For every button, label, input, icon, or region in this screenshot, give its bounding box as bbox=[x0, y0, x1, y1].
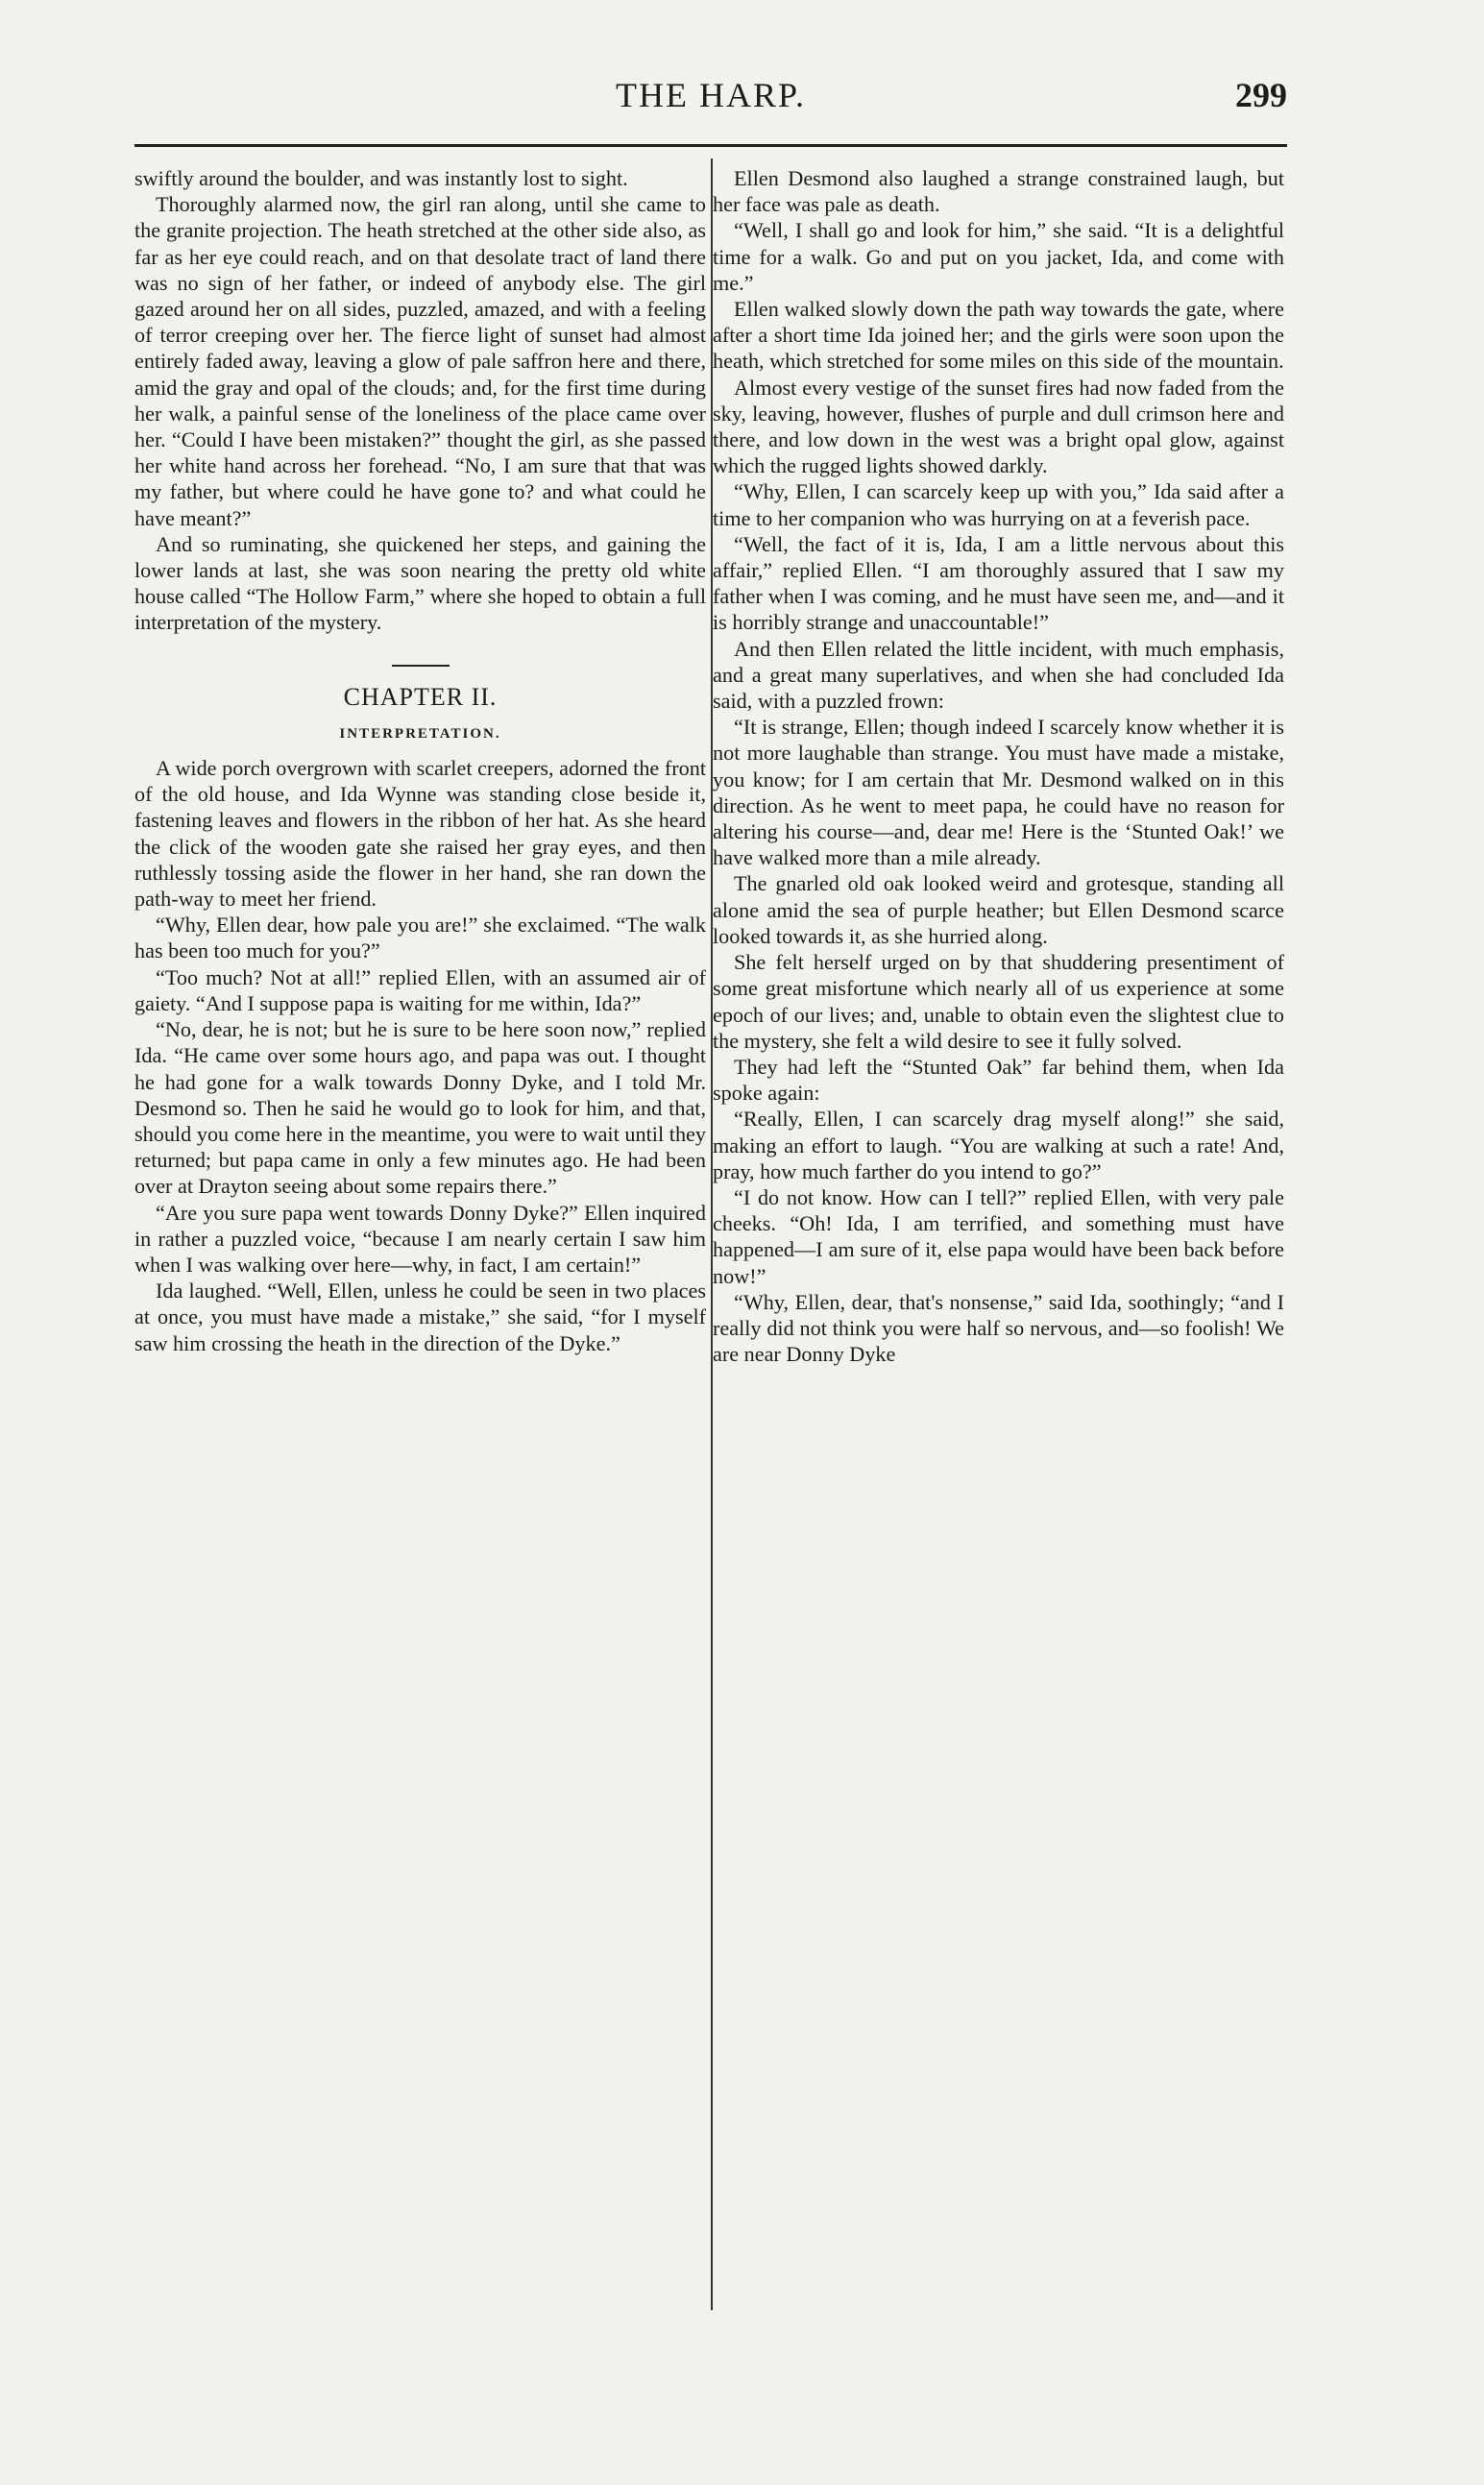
paragraph: swiftly around the boulder, and was instantly lost to sight. bbox=[134, 166, 628, 190]
paragraph: And then Ellen related the little incident, with much emphasis, and a great many superlatives, and when she had concluded Ida said, with a puzzled frown: bbox=[713, 636, 1284, 714]
paragraph: “No, dear, he is not; but he is sure to be here soon now,” replied Ida. “He came over some hours ago, and papa was out. I thought he had gone for a walk towards Donny Dyke, and I told Mr. Desmond so. Then he said he would go to look for him, and that, should you come here in the meantime, you were to wait until they returned; but papa came in only a few minutes ago. He had been over at Drayton seeing about some repairs there.” bbox=[134, 1017, 706, 1199]
paragraph: “Too much? Not at all!” replied Ellen, with an assumed air of gaiety. “And I suppose papa is waiting for me within, Ida?” bbox=[134, 964, 706, 1015]
paragraph: Almost every vestige of the sunset fires had now faded from the sky, leaving, however, flushes of purple and dull crimson here and there, and low down in the west was a bright opal glow, against which the rugged lights showed darkly. bbox=[713, 375, 1284, 478]
paragraph: “Well, I shall go and look for him,” she said. “It is a delightful time for a walk. Go and put on you jacket, Ida, and come with me.” bbox=[713, 218, 1284, 295]
paragraph: “Why, Ellen, dear, that's nonsense,” said Ida, soothingly; “and I really did not think you were half so nervous, and—so foolish! We are near Donny Dyke bbox=[713, 1289, 1284, 1367]
paragraph: The gnarled old oak looked weird and grotesque, standing all alone amid the sea of purple heather; but Ellen Desmond scarce looked towards it, as she hurried along. bbox=[713, 871, 1284, 948]
chapter-rule bbox=[392, 665, 450, 667]
paragraph: Ellen Desmond also laughed a strange constrained laugh, but her face was pale as death. bbox=[713, 166, 1284, 217]
paragraph: A wide porch overgrown with scarlet creepers, adorned the front of the old house, and Ida Wynne was standing close beside it, fastening leaves and flowers in the ribbon of her hat. As she heard the click of the wooden gate she raised her gray eyes, and then ruthlessly tossing aside the flower in her hand, she ran down the path-way to meet her friend. bbox=[134, 756, 706, 912]
paragraph: “I do not know. How can I tell?” replied Ellen, with very pale cheeks. “Oh! Ida, I am terrified, and something must have happened—I am sure of it, else papa would have been back before now!” bbox=[713, 1184, 1284, 1288]
paragraph: And so ruminating, she quickened her steps, and gaining the lower lands at last, she was soon nearing the pretty old white house called “The Hollow Farm,” where she hoped to obtain a full interpretation of the mystery. bbox=[134, 531, 706, 635]
paragraph: They had left the “Stunted Oak” far behind them, when Ida spoke again: bbox=[713, 1054, 1284, 1106]
paragraph: “Why, Ellen dear, how pale you are!” she exclaimed. “The walk has been too much for you?” bbox=[134, 913, 706, 963]
right-column bbox=[713, 165, 1284, 1367]
chapter-heading bbox=[134, 665, 706, 747]
left-column bbox=[134, 165, 706, 1356]
paragraph: “Why, Ellen, I can scarcely keep up with you,” Ida said after a time to her companion who was hurrying on at a feverish pace. bbox=[713, 479, 1284, 530]
paragraph: “Are you sure papa went towards Donny Dyke?” Ellen inquired in rather a puzzled voice, “because I am nearly certain I saw him when I was walking over here—why, in fact, I am certain!” bbox=[134, 1200, 706, 1277]
chapter-subtitle: INTERPRETATION. bbox=[339, 725, 501, 742]
paragraph: “Well, the fact of it is, Ida, I am a little nervous about this affair,” replied Ellen. “I am thoroughly assured that I saw my father when I was coming, and he must have seen me, and—and it is horribly strange and unaccountable!” bbox=[713, 531, 1284, 635]
page-number: 299 bbox=[1235, 76, 1287, 114]
running-title: THE HARP. bbox=[615, 76, 807, 114]
page-header bbox=[134, 75, 1287, 133]
chapter-title: CHAPTER II. bbox=[343, 682, 498, 711]
paragraph: “Really, Ellen, I can scarcely drag myself along!” she said, making an effort to laugh. “You are walking at such a rate! And, pray, how much farther do you intend to go?” bbox=[713, 1107, 1284, 1183]
paragraph: She felt herself urged on by that shuddering presentiment of some great misfortune which nearly all of us experience at some epoch of our lives; and, unable to obtain even the slightest clue to the mystery, she felt a wild desire to see it fully solved. bbox=[713, 950, 1284, 1053]
paragraph: Thoroughly alarmed now, the girl ran along, until she came to the granite projection. The heath stretched at the other side also, as far as her eye could reach, and on that desolate tract of land there was no sign of her father, or indeed of anybody else. The girl gazed around her on all sides, puzzled, amazed, and with a feeling of terror creeping over her. The fierce light of sunset had almost entirely faded away, leaving a glow of pale saffron here and there, amid the gray and opal of the clouds; and, for the first time during her walk, a painful sense of the loneliness of the place came over her. “Could I have been mistaken?” thought the girl, as she passed her white hand across her forehead. “No, I am sure that that was my father, but where could he have gone to? and what could he have meant?” bbox=[134, 192, 706, 530]
paragraph: “It is strange, Ellen; though indeed I scarcely know whether it is not more laughable than strange. You must have made a mistake, you know; for I am certain that Mr. Desmond walked on in this direction. As he went to meet papa, he could have no reason for altering his course—and, dear me! Here is the ‘Stunted Oak!’ we have walked more than a mile already. bbox=[713, 715, 1284, 870]
paragraph: Ida laughed. “Well, Ellen, unless he could be seen in two places at once, you must have made a mistake,” she said, “for I myself saw him crossing the heath in the direction of the Dyke.” bbox=[134, 1279, 706, 1355]
header-rule bbox=[134, 144, 1287, 147]
paragraph: Ellen walked slowly down the path way towards the gate, where after a short time Ida joined her; and the girls were soon upon the heath, which stretched for some miles on this side of the mountain. bbox=[713, 297, 1284, 374]
